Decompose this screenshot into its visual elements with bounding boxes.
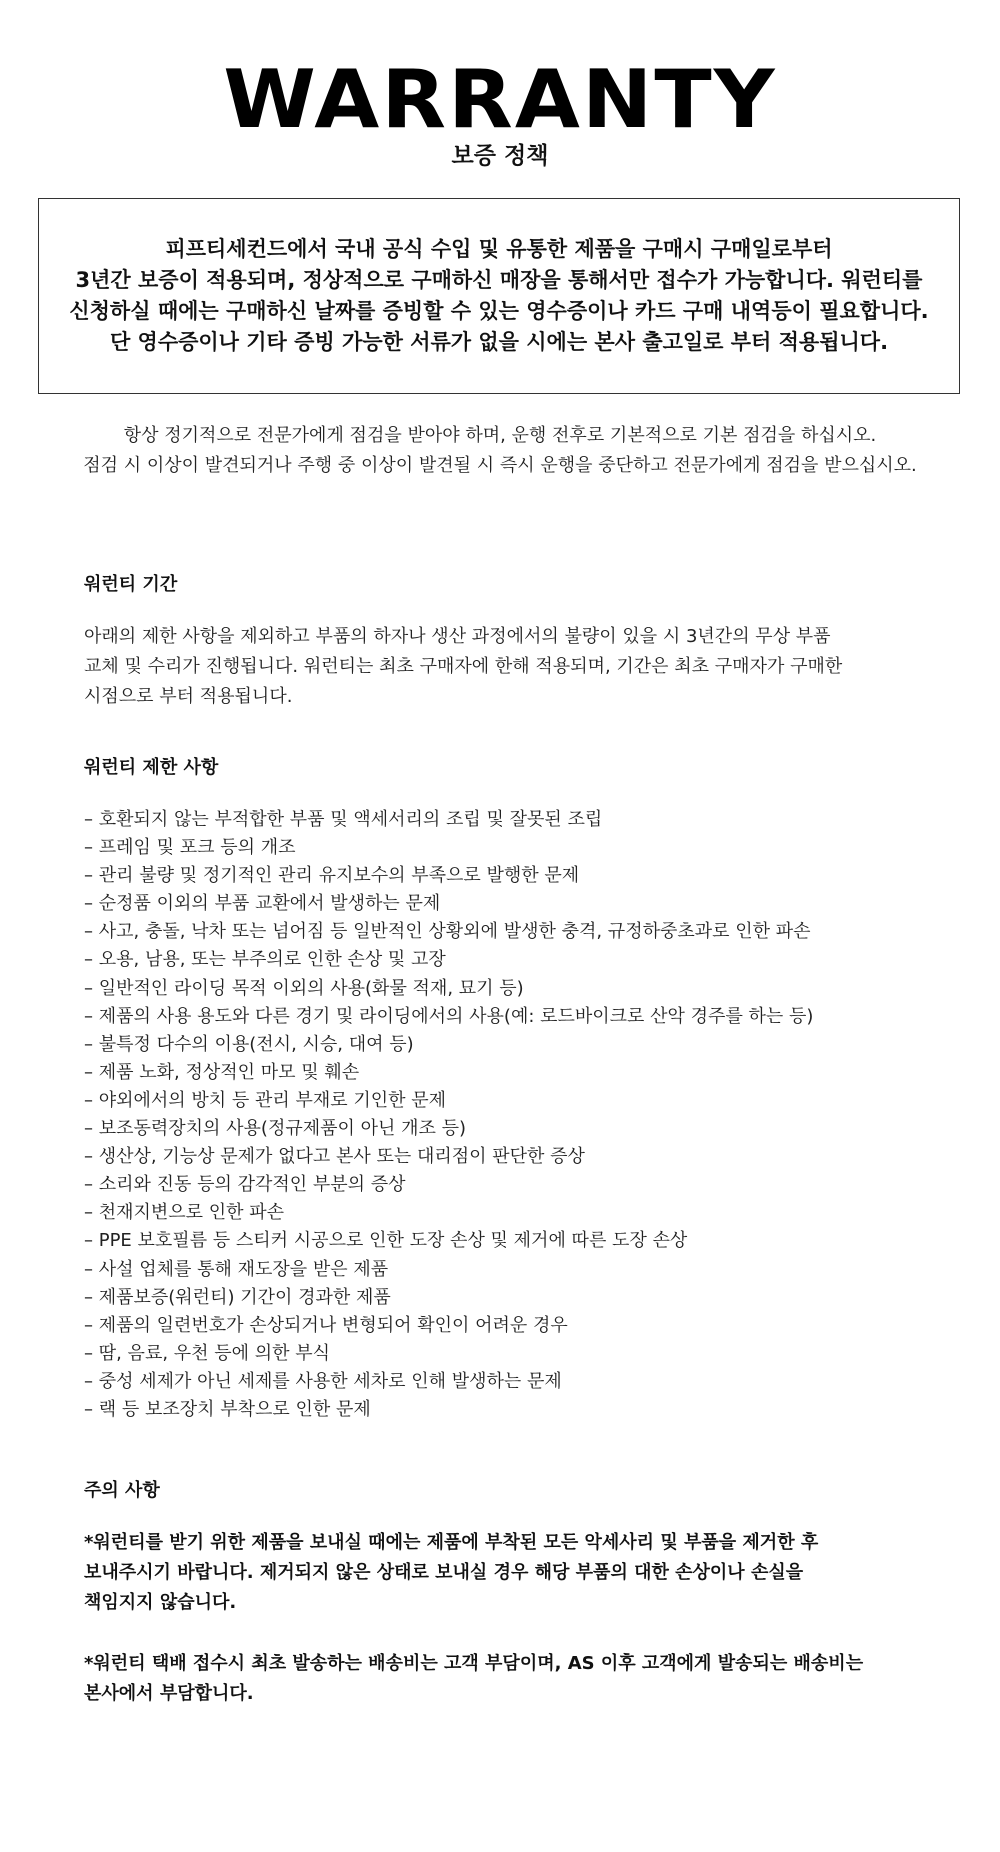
limit-item: – 사설 업체를 통해 재도장을 받은 제품 (84, 1258, 389, 1280)
limit-item: – 오용, 남용, 또는 부주의로 인한 손상 및 고장 (84, 949, 446, 971)
period-line: 아래의 제한 사항을 제외하고 부품의 하자나 생산 과정에서의 불량이 있을 시 3년간의 무상 부품 (84, 626, 831, 647)
limit-item: – 사고, 충돌, 낙차 또는 넘어짐 등 일반적인 상황외에 발생한 충격, 규정하중초과로 인한 파손 (84, 921, 811, 943)
limit-item: – 천재지변으로 인한 파손 (84, 1202, 285, 1224)
warranty-notice-box (38, 198, 960, 394)
period-line: 교체 및 수리가 진행됩니다. 워런티는 최초 구매자에 한해 적용되며, 기간은 최초 구매자가 구매한 (84, 656, 843, 677)
period-line: 시점으로 부터 적용됩니다. (84, 686, 293, 707)
limit-item: – 관리 불량 및 정기적인 관리 유지보수의 부족으로 발행한 문제 (84, 865, 580, 887)
limit-item: – 제품의 사용 용도와 다른 경기 및 라이딩에서의 사용(예: 로드바이크로 산악 경주를 하는 등) (84, 1005, 814, 1027)
caution-block-shipping-prep (84, 1528, 964, 1618)
caution-line: 보내주시기 바랍니다. 제거되지 않은 상태로 보내실 경우 해당 부품의 대한 손상이나 손실을 (84, 1562, 804, 1583)
period-heading: 워런티 기간 (84, 574, 178, 595)
limit-item: – 일반적인 라이딩 목적 이외의 사용(화물 적재, 묘기 등) (84, 977, 524, 999)
page-title: WARRANTY (223, 53, 777, 146)
limit-item: – PPE 보호필름 등 스티커 시공으로 인한 도장 손상 및 제거에 따른 도장 손상 (84, 1230, 688, 1252)
notice-line: 3년간 보증이 적용되며, 정상적으로 구매하신 매장을 통해서만 접수가 가능합니다. 워런티를 (75, 268, 923, 292)
limits-heading: 워런티 제한 사항 (84, 757, 219, 778)
caution-line: *워런티를 받기 위한 제품을 보내실 때에는 제품에 부착된 모든 악세사리 및 부품을 제거한 후 (84, 1532, 819, 1553)
limit-item: – 순정품 이외의 부품 교환에서 발생하는 문제 (84, 893, 441, 915)
limit-item: – 야외에서의 방치 등 관리 부재로 기인한 문제 (84, 1089, 447, 1111)
page-subtitle: 보증 정책 (451, 143, 549, 169)
caution-line: 책임지지 않습니다. (84, 1592, 237, 1613)
advice-line: 점검 시 이상이 발견되거나 주행 중 이상이 발견될 시 즉시 운행을 중단하고 전문가에게 점검을 받으십시오. (83, 455, 917, 476)
limit-item: – 보조동력장치의 사용(정규제품이 아닌 개조 등) (84, 1118, 467, 1140)
limit-item: – 제품보증(워런티) 기간이 경과한 제품 (84, 1286, 391, 1308)
caution-line: *워런티 택배 접수시 최초 발송하는 배송비는 고객 부담이며, AS 이후 고객에게 발송되는 배송비는 (84, 1653, 864, 1674)
limit-item: – 프레임 및 포크 등의 개조 (84, 837, 296, 859)
period-paragraph (84, 622, 944, 712)
limit-item: – 중성 세제가 아닌 세제를 사용한 세차로 인해 발생하는 문제 (84, 1370, 562, 1392)
notice-line: 신청하실 때에는 구매하신 날짜를 증빙할 수 있는 영수증이나 카드 구매 내역등이 필요합니다. (69, 299, 929, 323)
limit-item: – 제품 노화, 정상적인 마모 및 훼손 (84, 1061, 360, 1083)
limit-item: – 호환되지 않는 부적합한 부품 및 액세서리의 조립 및 잘못된 조립 (84, 809, 603, 830)
limit-item: – 땀, 음료, 우천 등에 의한 부식 (84, 1342, 331, 1364)
inspection-advice (0, 421, 1000, 481)
advice-line: 항상 정기적으로 전문가에게 점검을 받아야 하며, 운행 전후로 기본적으로 기본 점검을 하십시오. (123, 425, 877, 446)
caution-line: 본사에서 부담합니다. (84, 1683, 254, 1704)
caution-heading: 주의 사항 (84, 1480, 160, 1501)
limit-item: – 랙 등 보조장치 부착으로 인한 문제 (84, 1398, 371, 1420)
limits-list (84, 806, 964, 1424)
limit-item: – 제품의 일련번호가 손상되거나 변형되어 확인이 어려운 경우 (84, 1314, 568, 1336)
limit-item: – 불특정 다수의 이용(전시, 시승, 대여 등) (84, 1033, 414, 1055)
caution-block-shipping-cost (84, 1649, 964, 1709)
notice-line: 피프티세컨드에서 국내 공식 수입 및 유통한 제품을 구매시 구매일로부터 (165, 237, 833, 261)
limit-item: – 소리와 진동 등의 감각적인 부분의 증상 (84, 1174, 406, 1196)
notice-line: 단 영수증이나 기타 증빙 가능한 서류가 없을 시에는 본사 출고일로 부터 적용됩니다. (109, 330, 889, 354)
limit-item: – 생산상, 기능상 문제가 없다고 본사 또는 대리점이 판단한 증상 (84, 1146, 585, 1168)
